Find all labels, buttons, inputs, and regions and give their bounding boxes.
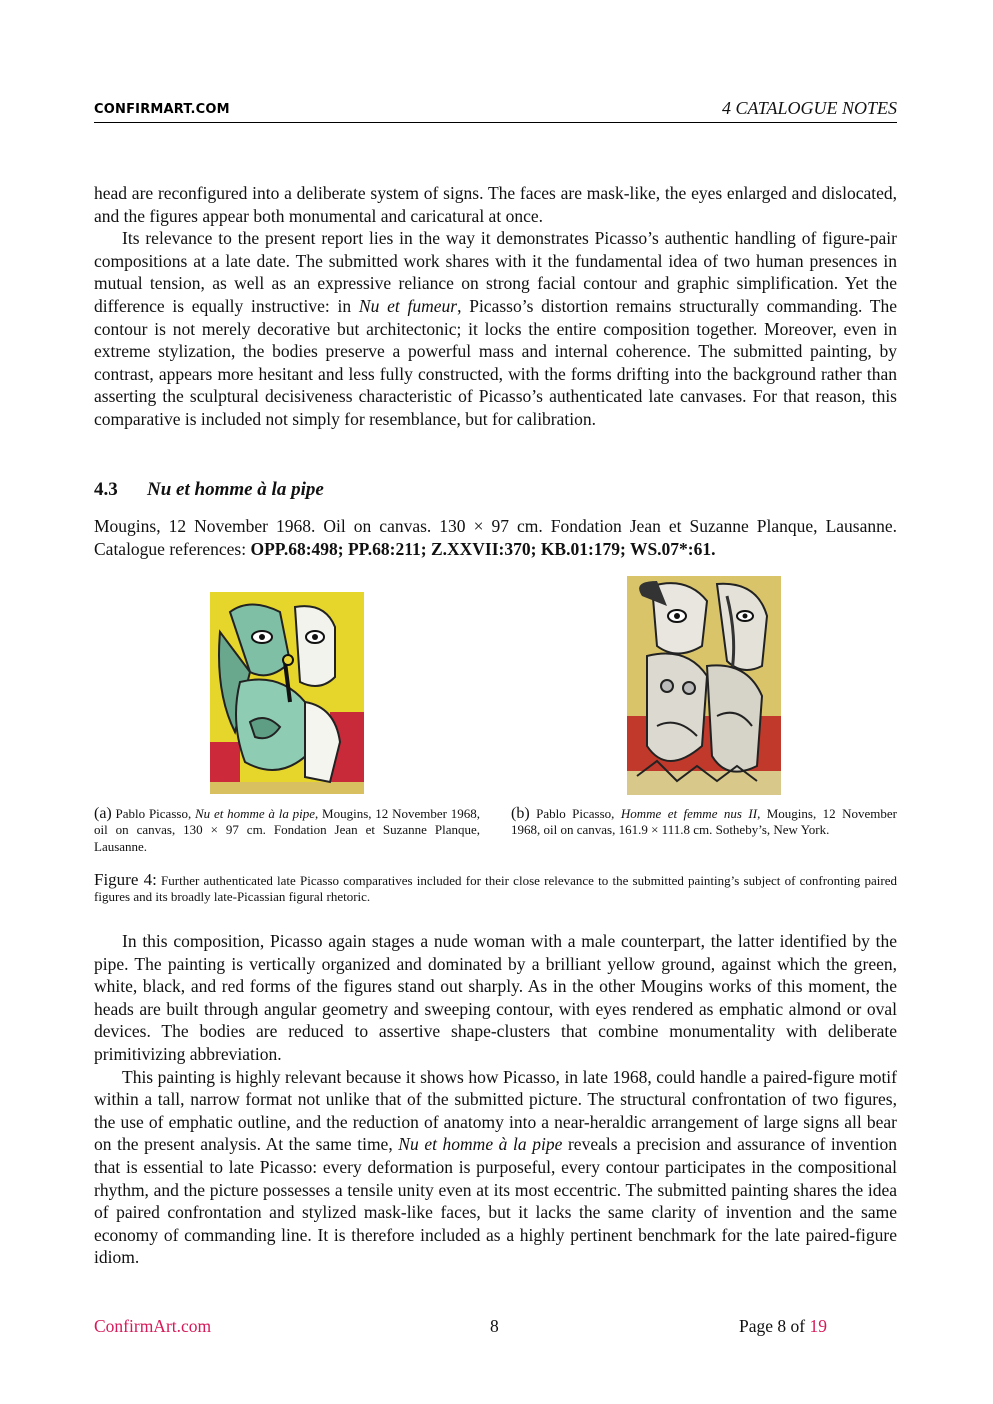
total-pages-link[interactable]: 19 [809,1316,827,1336]
figure-caption: Figure 4: Further authenticated late Picasso comparatives included for their close relevance to the submitted painting’s subject of confronting paired figures and its broadly late-Picassian figural rhetoric. [94,870,897,905]
section-title: Nu et homme à la pipe [147,479,324,500]
painting-image-b [627,576,781,795]
running-head: 4 CATALOGUE NOTES [721,98,897,118]
painting-image-a [210,592,364,794]
footer-page-count: Page 8 of 19 [739,1316,827,1336]
page-header [94,98,897,123]
closing-text [94,930,897,1269]
section-number: 4.3 [94,479,118,500]
section-heading [94,479,324,501]
subcaption-b-title: Homme et femme nus II [620,806,758,821]
confirmart-logo: CONFIRMART.COM [94,102,230,117]
subcaption-b-tag: (b) [511,805,530,822]
subcaption-b: (b) Pablo Picasso, Homme et femme nus II, Mougins, 12 November 1968, oil on canvas, 161.9 × 111.8 cm. Sotheby’s, New York. [511,805,897,838]
footer-site-link[interactable]: ConfirmArt.com [94,1316,212,1336]
subcaption-a-tag: (a) [94,805,112,822]
catalogue-references: OPP.68:498; PP.68:211; Z.XXVII:370; KB.01:179; WS.07*:61. [250,538,716,559]
artwork-title-inline: Nu et fumeur [358,295,458,316]
intro-paragraph-1: head are reconfigured into a deliberate system of signs. The faces are mask-like, the eyes enlarged and dislocated, and the figures appear both monumental and caricatural at once. [94,183,897,226]
intro-paragraph-2: Its relevance to the present report lies in the way it demonstrates Picasso’s authentic handling of figure-pair compositions at a late date. The submitted work shares with it the fundamental idea of two human presences in mutual tension, as well as an expressive reliance on strong facial contour and graphic simplification. Yet the difference is equally instructive: in Nu et fumeur, Picasso’s distortion remains structurally commanding. The contour is not merely decorative but architectonic; it locks the entire composition together. Moreover, even in extreme stylization, the bodies preserve a powerful mass and internal coherence. The submitted painting, by contrast, appears more hesitant and less fully constructed, with the forms drifting into the background rather than asserting the sculptural decisiveness characteristic of Picasso’s authenticated late canvases. For that reason, this comparative is included not simply for resemblance, but for calibration. [94,228,897,429]
figure-label: Figure 4: [94,870,157,889]
artwork-metadata: Mougins, 12 November 1968. Oil on canvas. 130 × 97 cm. Fondation Jean et Suzanne Planque, Lausanne. Catalogue references: OPP.68:498; PP.68:211; Z.XXVII:370; KB.01:179; WS.07*:61. [94,516,897,559]
intro-text [94,182,897,431]
footer-page-number: 8 [490,1316,499,1336]
subcaption-a: (a) Pablo Picasso, Nu et homme à la pipe, Mougins, 12 November 1968, oil on canvas, 130 × 97 cm. Fondation Jean et Suzanne Planque, Lausanne. [94,805,480,854]
closing-paragraph-1: In this composition, Picasso again stages a nude woman with a male counterpart, the latter identified by the pipe. The painting is vertically organized and dominated by a brilliant yellow ground, against which the green, white, black, and red forms of the figures stand out sharply. As in the other Mougins works of this moment, the heads are built through angular geometry and sweeping contour, with eyes rendered as emphatic almond or oval devices. The bodies are reduced to assertive shape-clusters that combine monumentality with deliberate primitivizing abbreviation. [94,931,897,1064]
subcaption-a-title: Nu et homme à la pipe [194,806,315,821]
artwork-title-inline-2: Nu et homme à la pipe [398,1134,563,1155]
closing-paragraph-2: This painting is highly relevant because it shows how Picasso, in late 1968, could handle a paired-figure motif within a tall, narrow format not unlike that of the submitted picture. The structural confrontation of two figures, the use of emphatic outline, and the reduction of anatomy into a near-heraldic arrangement of large signs all bear on the present analysis. At the same time, Nu et homme à la pipe reveals a precision and assurance of invention that is essential to late Picasso: every deformation is purposeful, every contour participates in the compositional rhythm, and the picture possesses a tensile unity even at its most eccentric. The submitted painting shares the idea of paired confrontation and stylized mask-like faces, but it lacks the same clarity of invention and the same economy of commanding line. It is therefore included as a highly pertinent benchmark for the late paired-figure idiom. [94,1066,897,1268]
